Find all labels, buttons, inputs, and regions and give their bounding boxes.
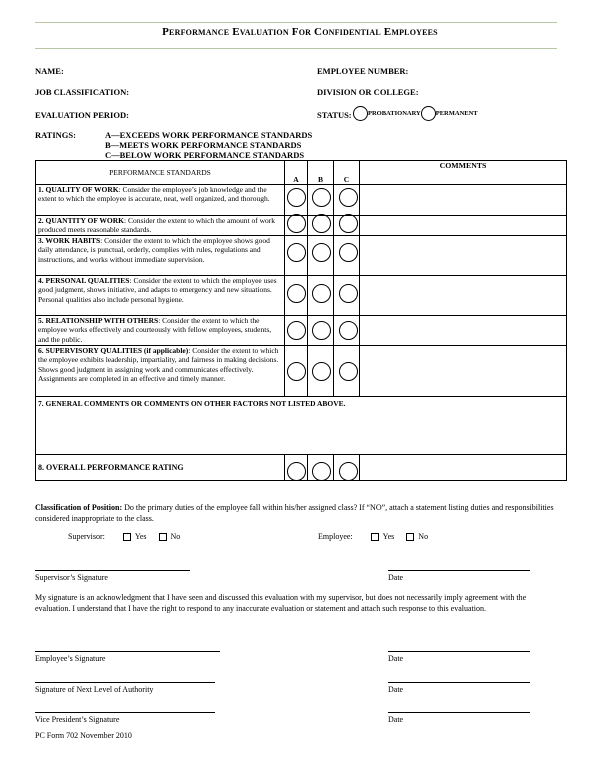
rating-circle-1b[interactable]	[312, 188, 331, 207]
criterion-text: : Consider the extent to which the employee exhibits leadership, impartiality, and fairness in making decisions. Shows good judgment in assigning work and communicates effectively. Assignments are completed in an effective and timely manner.	[38, 346, 279, 384]
supervisor-signature-line[interactable]	[35, 570, 190, 571]
rating-circle-6b[interactable]	[312, 362, 331, 381]
probationary-radio[interactable]	[353, 106, 368, 121]
classification-paragraph	[35, 503, 560, 524]
general-comments-row	[36, 397, 567, 455]
next-level-date-label: Date	[388, 685, 404, 694]
criterion-text: : Consider the extent to which the employee works effectively and courteously with fellow employees, students, and the public.	[38, 316, 272, 344]
criterion-text: : Consider the extent to which the employee uses good judgment, shows initiative, and adapts to emergency and new situations. Personal qualities also include personal hygiene.	[38, 276, 277, 304]
criterion-title: 4. PERSONAL QUALITIES	[38, 276, 130, 285]
comment-cell[interactable]	[360, 216, 567, 236]
employee-signature-line[interactable]	[35, 651, 220, 652]
ratings-label: RATINGS:	[35, 130, 76, 140]
criterion-cell	[36, 185, 285, 216]
comment-cell[interactable]	[360, 316, 567, 346]
comment-cell[interactable]	[360, 185, 567, 216]
job-classification-label: JOB CLASSIFICATION:	[35, 87, 130, 97]
rating-circle-2b[interactable]	[312, 214, 331, 233]
standards-header: PERFORMANCE STANDARDS	[36, 161, 285, 185]
supervisor-yes-checkbox[interactable]	[123, 533, 131, 541]
rating-circle-4b[interactable]	[312, 284, 331, 303]
rating-circle-overall-a[interactable]	[287, 462, 306, 481]
col-a-header: A	[285, 161, 308, 185]
criterion-title: 1. QUALITY OF WORK	[38, 185, 119, 194]
supervisor-date-label: Date	[388, 573, 404, 582]
criterion-cell	[36, 316, 285, 346]
supervisor-date-line[interactable]	[388, 570, 530, 571]
vp-signature-line[interactable]	[35, 712, 215, 713]
criterion-text: : Consider the extent to which the employee shows good daily attendance, is punctual, orderly, complies with rules, regulations and instructions, and works without immediate supervision.	[38, 236, 270, 264]
rating-circle-3b[interactable]	[312, 243, 331, 262]
header-rule-bottom	[35, 48, 557, 49]
vp-date-line[interactable]	[388, 712, 530, 713]
comments-header: COMMENTS	[360, 161, 567, 185]
criterion-cell	[36, 216, 285, 236]
comment-cell[interactable]	[360, 346, 567, 397]
table-header-row	[36, 161, 567, 185]
criterion-text: : Consider the extent to which the amount of work produced meets reasonable standards.	[38, 216, 275, 235]
rating-circle-2c[interactable]	[339, 214, 358, 233]
rating-circle-5b[interactable]	[312, 321, 331, 340]
rating-circle-1c[interactable]	[339, 188, 358, 207]
employee-no-checkbox[interactable]	[406, 533, 414, 541]
col-c-header: C	[334, 161, 360, 185]
rating-circle-5a[interactable]	[287, 321, 306, 340]
employee-date-label: Date	[388, 654, 404, 663]
rating-circle-6c[interactable]	[339, 362, 358, 381]
vp-signature-label: Vice President’s Signature	[35, 715, 120, 724]
status-options	[353, 106, 478, 121]
employee-date-line[interactable]	[388, 651, 530, 652]
criterion-title: 5. RELATIONSHIP WITH OTHERS	[38, 316, 159, 325]
overall-comment-cell[interactable]	[360, 455, 567, 481]
comment-cell[interactable]	[360, 276, 567, 316]
rating-circle-4c[interactable]	[339, 284, 358, 303]
performance-table	[35, 160, 567, 481]
supervisor-choice-label: Supervisor:	[68, 532, 105, 541]
rating-a: A—EXCEEDS WORK PERFORMANCE STANDARDS	[105, 130, 313, 140]
classification-label: Classification of Position:	[35, 503, 123, 512]
rating-circle-4a[interactable]	[287, 284, 306, 303]
permanent-radio[interactable]	[421, 106, 436, 121]
header-rule-top	[35, 22, 557, 23]
supervisor-no-checkbox[interactable]	[159, 533, 167, 541]
employee-no-label: No	[418, 532, 429, 541]
supervisor-signature-label: Supervisor’s Signature	[35, 573, 108, 582]
employee-number-label: EMPLOYEE NUMBER:	[317, 66, 409, 76]
vp-date-label: Date	[388, 715, 404, 724]
criterion-cell	[36, 276, 285, 316]
overall-rating-label: 8. OVERALL PERFORMANCE RATING	[36, 455, 285, 481]
rating-circle-6a[interactable]	[287, 362, 306, 381]
employee-yes-checkbox[interactable]	[371, 533, 379, 541]
rating-circle-3a[interactable]	[287, 243, 306, 262]
criterion-title: 3. WORK HABITS	[38, 236, 101, 245]
employee-yes-label: Yes	[382, 532, 395, 541]
supervisor-no-label: No	[170, 532, 181, 541]
next-level-signature-line[interactable]	[35, 682, 215, 683]
criterion-cell	[36, 236, 285, 276]
acknowledgment-text: My signature is an acknowledgment that I have seen and discussed this evaluation with my supervisor, but does not necessarily imply agreement with the evaluation. I understand that I have the right to respond to any inaccurate evaluation or statement and attach such response to this evaluation.	[35, 593, 527, 613]
supervisor-choice	[68, 532, 180, 541]
supervisor-yes-label: Yes	[134, 532, 147, 541]
employee-signature-label: Employee’s Signature	[35, 654, 106, 663]
rating-circle-3c[interactable]	[339, 243, 358, 262]
name-label: NAME:	[35, 66, 64, 76]
comment-cell[interactable]	[360, 236, 567, 276]
employee-choice	[318, 532, 428, 541]
rating-b: B—MEETS WORK PERFORMANCE STANDARDS	[105, 140, 302, 150]
criterion-title: 2. QUANTITY OF WORK	[38, 216, 124, 225]
division-label: DIVISION OR COLLEGE:	[317, 87, 419, 97]
rating-circle-1a[interactable]	[287, 188, 306, 207]
probationary-label: PROBATIONARY	[368, 110, 421, 117]
rating-circle-5c[interactable]	[339, 321, 358, 340]
employee-choice-label: Employee:	[318, 532, 353, 541]
form-id: PC Form 702 November 2010	[35, 731, 132, 740]
next-level-signature-label: Signature of Next Level of Authority	[35, 685, 154, 694]
general-comments-cell[interactable]: 7. GENERAL COMMENTS OR COMMENTS ON OTHER FACTORS NOT LISTED ABOVE.	[36, 397, 567, 455]
criterion-cell	[36, 346, 285, 397]
evaluation-period-label: EVALUATION PERIOD:	[35, 110, 129, 120]
criterion-text: : Consider the employee’s job knowledge and the extent to which the employee is accurate, neat, well organized, and thorough.	[38, 185, 270, 204]
rating-circle-2a[interactable]	[287, 214, 306, 233]
col-b-header: B	[308, 161, 334, 185]
next-level-date-line[interactable]	[388, 682, 530, 683]
rating-c: C—BELOW WORK PERFORMANCE STANDARDS	[105, 150, 305, 160]
classification-text: Do the primary duties of the employee fall within his/her assigned class? If “NO”, attach a statement listing duties and responsibilities considered inappropriate to the class.	[35, 503, 554, 523]
status-label: STATUS:	[317, 110, 352, 120]
page-title: Performance Evaluation For Confidential Employees	[162, 26, 438, 38]
permanent-label: PERMANENT	[435, 110, 478, 117]
criterion-title: 6. SUPERVISORY QUALITIES (if applicable)	[38, 346, 189, 355]
rating-circle-overall-b[interactable]	[312, 462, 331, 481]
rating-circle-overall-c[interactable]	[339, 462, 358, 481]
